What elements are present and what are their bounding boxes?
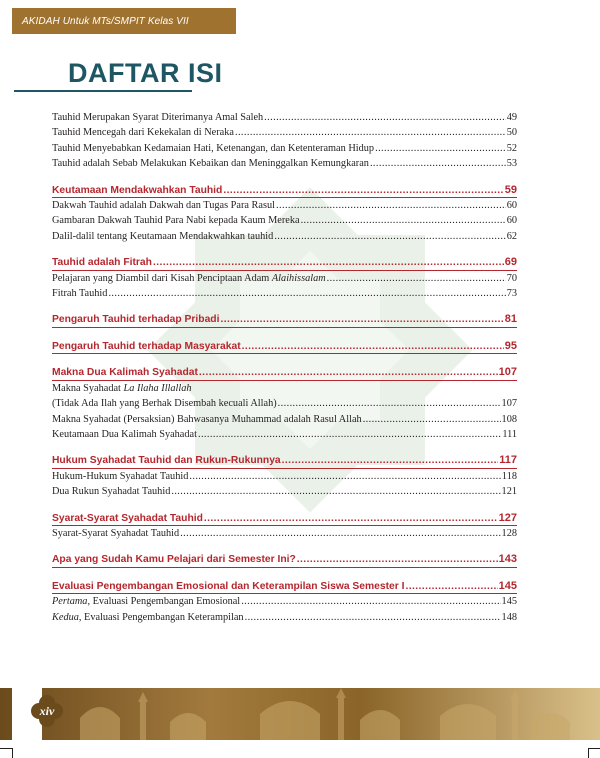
leader-dots <box>171 484 500 499</box>
entry-text: Pelajaran yang Diambil dari Kisah Penciptaan Adam <box>52 272 272 284</box>
toc-heading <box>52 183 517 198</box>
toc-entry-page: 128 <box>501 527 517 539</box>
toc-entry <box>52 427 517 442</box>
toc-section <box>52 339 517 354</box>
crop-mark <box>588 748 589 758</box>
toc-entry-page: 70 <box>506 272 517 284</box>
entry-text: Dakwah Tauhid adalah Dakwah dan Tugas Para Rasul <box>52 200 276 212</box>
leader-dots <box>223 183 503 198</box>
toc-section <box>52 579 517 625</box>
toc-entry <box>52 156 517 171</box>
toc-heading <box>52 453 517 468</box>
toc-heading-page: 127 <box>498 511 517 524</box>
leader-dots <box>153 255 504 270</box>
toc-heading-label: Pengaruh Tauhid terhadap Pribadi <box>52 314 220 326</box>
toc-heading-page: 143 <box>498 553 517 566</box>
toc-heading-page: 95 <box>504 339 517 352</box>
leader-dots <box>406 579 498 594</box>
leader-dots <box>180 526 500 541</box>
leader-dots <box>276 198 506 213</box>
toc-entry-label <box>52 594 240 609</box>
toc-entry-page: 49 <box>506 112 517 123</box>
entry-text: Tauhid adalah Sebab Melakukan Kebaikan dan Meninggalkan Kemungkaran <box>52 158 369 170</box>
entry-text: Tauhid Menyebabkan Kedamaian Hati, Ketenangan, dan Ketenteraman Hidup <box>52 142 375 154</box>
leader-dots <box>241 594 500 609</box>
toc-section <box>52 511 517 542</box>
toc-heading-page: 145 <box>498 579 517 592</box>
entry-text: Syarat-Syarat Syahadat Tauhid <box>52 527 180 539</box>
toc-entry-page: 145 <box>501 596 517 608</box>
toc-heading-label: Keutamaan Mendakwahkan Tauhid <box>52 184 223 196</box>
entry-italic-prefix: Pertama <box>52 596 88 608</box>
toc-entry-label <box>52 396 277 411</box>
toc-heading <box>52 511 517 526</box>
toc-entry <box>52 381 517 396</box>
toc-entry-page: 50 <box>506 127 517 139</box>
toc-entry-label <box>52 412 362 427</box>
entry-text: , Evaluasi Pengembangan Keterampilan <box>78 611 244 623</box>
toc-section <box>52 552 517 567</box>
leader-dots <box>278 396 501 411</box>
toc-entry <box>52 526 517 541</box>
toc-entry-page: 53 <box>506 158 517 170</box>
toc-entry-page: 60 <box>506 215 517 227</box>
toc-entry-label <box>52 271 326 286</box>
toc-heading-page: 81 <box>504 313 517 326</box>
toc-entry <box>52 141 517 156</box>
leader-dots <box>198 427 501 442</box>
entry-italic-prefix: Kedua <box>52 611 79 623</box>
toc-entry <box>52 396 517 411</box>
toc-entry <box>52 271 517 286</box>
entry-text: , Evaluasi Pengembangan Emosional <box>87 596 241 608</box>
toc-entry <box>52 469 517 484</box>
toc-entry <box>52 412 517 427</box>
toc-heading-page: 59 <box>504 183 517 196</box>
book-title: AKIDAH Untuk MTs/SMPIT Kelas VII <box>22 15 189 27</box>
toc-heading-label: Hukum Syahadat Tauhid dan Rukun-Rukunnya <box>52 455 281 467</box>
leader-dots <box>370 156 506 171</box>
page-number: xiv <box>39 703 55 718</box>
toc-entry <box>52 229 517 244</box>
toc-heading-label: Pengaruh Tauhid terhadap Masyarakat <box>52 340 241 352</box>
entry-text: Dalil-dalil tentang Keutamaan Mendakwahkan tauhid <box>52 230 274 242</box>
leader-dots <box>242 339 504 354</box>
toc-heading-label: Apa yang Sudah Kamu Pelajari dari Semester Ini? <box>52 554 296 566</box>
toc-entry-label <box>52 427 197 442</box>
toc-entry-label <box>52 526 179 541</box>
toc-heading-page: 117 <box>499 454 517 467</box>
toc-entry <box>52 594 517 609</box>
page-number-badge <box>30 694 64 728</box>
toc-entry <box>52 484 517 499</box>
entry-text: Tauhid Merupakan Syarat Diterimanya Amal Saleh <box>52 112 264 123</box>
leader-dots <box>220 312 503 327</box>
toc-entry-page: 62 <box>506 230 517 242</box>
table-of-contents <box>52 110 517 625</box>
toc-heading <box>52 365 517 380</box>
toc-entry <box>52 125 517 140</box>
toc-section <box>52 312 517 327</box>
entry-text: Tauhid Mencegah dari Kekekalan di Neraka <box>52 127 234 139</box>
entry-text: Hukum-Hukum Syahadat Tauhid <box>52 470 189 482</box>
toc-section <box>52 365 517 442</box>
leader-dots <box>363 412 501 427</box>
title-underline <box>14 90 192 92</box>
leader-dots <box>264 110 506 125</box>
toc-entry-label <box>52 125 234 140</box>
entry-text: Dua Rukun Syahadat Tauhid <box>52 486 171 498</box>
toc-entry <box>52 610 517 625</box>
toc-entry-label <box>52 213 300 228</box>
entry-text: Gambaran Dakwah Tauhid Para Nabi kepada Kaum Mereka <box>52 215 300 227</box>
mosque-skyline-icon <box>60 688 600 740</box>
toc-entry <box>52 110 517 125</box>
toc-heading-page: 69 <box>504 256 517 269</box>
toc-entry <box>52 213 517 228</box>
toc-entry-label <box>52 610 244 625</box>
leader-dots <box>301 213 506 228</box>
entry-text: Makna Syahadat (Persaksian) Bahwasanya Muhammad adalah Rasul Allah <box>52 413 362 425</box>
toc-entry-label <box>52 383 192 394</box>
toc-entry-label <box>52 141 374 156</box>
toc-entry <box>52 198 517 213</box>
header-band <box>12 8 236 34</box>
toc-heading <box>52 339 517 354</box>
toc-section <box>52 453 517 499</box>
toc-entry-page: 111 <box>502 428 517 440</box>
leader-dots <box>327 271 506 286</box>
toc-entry-page: 118 <box>501 470 517 482</box>
toc-entry-page: 73 <box>506 288 517 300</box>
crop-mark <box>12 748 13 758</box>
toc-heading-label: Makna Dua Kalimah Syahadat <box>52 367 198 379</box>
toc-heading <box>52 552 517 567</box>
entry-text: Fitrah Tauhid <box>52 288 108 300</box>
toc-heading <box>52 579 517 594</box>
entry-text: Keutamaan Dua Kalimah Syahadat <box>52 428 197 440</box>
leader-dots <box>245 610 501 625</box>
toc-entry-page: 60 <box>506 200 517 212</box>
toc-section <box>52 183 517 245</box>
leader-dots <box>375 141 506 156</box>
leader-dots <box>282 453 499 468</box>
toc-entry-label <box>52 156 369 171</box>
toc-heading-label: Syarat-Syarat Syahadat Tauhid <box>52 512 203 524</box>
toc-heading <box>52 255 517 270</box>
leader-dots <box>204 511 498 526</box>
leader-dots <box>108 286 505 301</box>
toc-entry-label <box>52 110 263 125</box>
toc-entry-label <box>52 286 107 301</box>
page-title: DAFTAR ISI <box>68 58 223 88</box>
toc-entry <box>52 286 517 301</box>
leader-dots <box>199 365 498 380</box>
toc-entry-page: 107 <box>501 398 517 410</box>
crop-mark <box>0 748 12 749</box>
crop-mark <box>588 748 600 749</box>
entry-italic-suffix: Alaihissalam <box>271 272 326 284</box>
leader-dots <box>297 552 498 567</box>
leader-dots <box>235 125 506 140</box>
toc-entry-page: 52 <box>506 142 517 154</box>
entry-text: (Tidak Ada Ilah yang Berhak Disembah kecuali Allah) <box>52 398 277 410</box>
toc-entry-page: 148 <box>501 611 517 623</box>
leader-dots <box>274 229 505 244</box>
entry-text: Makna Syahadat <box>52 382 124 394</box>
toc-heading-label: Tauhid adalah Fitrah <box>52 257 152 269</box>
leader-dots <box>189 469 501 484</box>
toc-heading-label: Evaluasi Pengembangan Emosional dan Keterampilan Siswa Semester I <box>52 580 405 592</box>
toc-entry-page: 108 <box>501 413 517 425</box>
toc-entry-page: 121 <box>501 486 517 498</box>
toc-entry-label <box>52 469 188 484</box>
toc-entry-label <box>52 198 275 213</box>
toc-section <box>52 110 517 172</box>
toc-heading-page: 107 <box>498 366 517 379</box>
toc-heading <box>52 312 517 327</box>
toc-entry-label <box>52 229 273 244</box>
toc-section <box>52 255 517 301</box>
entry-italic-suffix: La Ilaha Illallah <box>123 382 192 394</box>
toc-entry-label <box>52 484 170 499</box>
